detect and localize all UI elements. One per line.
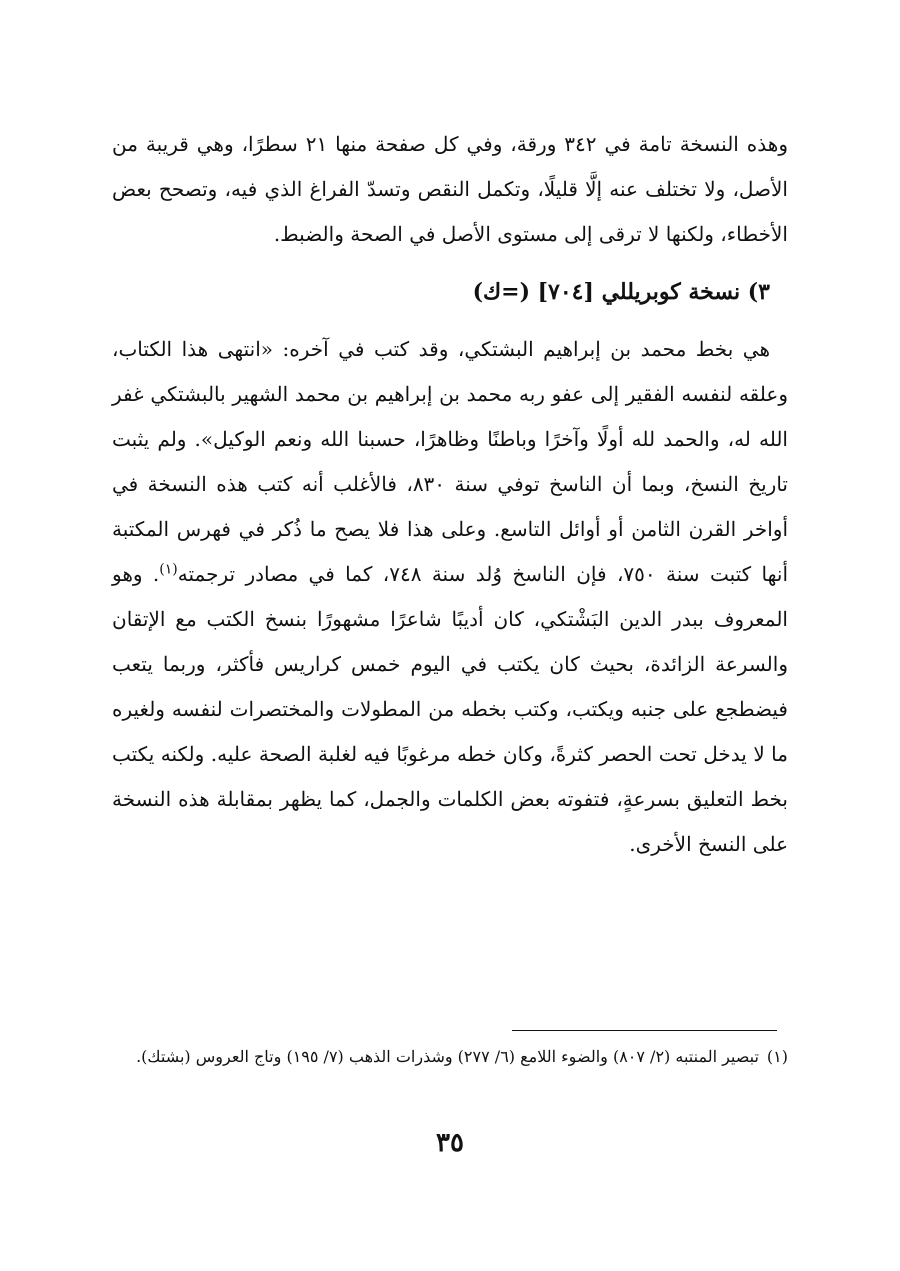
paragraph-1: وهذه النسخة تامة في ٣٤٢ ورقة، وفي كل صفحة منها ٢١ سطرًا، وهي قريبة من الأصل، ولا تختلف عنه إلَّا قليلًا، وتكمل النقص وتسدّ الفراغ الذي فيه، وتصحح بعض الأخطاء، ولكنها لا ترقى إلى مستوى الأصل في الصحة والضبط.	[112, 132, 788, 246]
footnotes	[112, 1040, 788, 1073]
page-number: ٣٥	[436, 1128, 464, 1158]
footnote-divider	[512, 1030, 777, 1031]
footnote-reference[interactable]: (١)	[159, 561, 178, 578]
paragraph-2-text-b: . وهو المعروف ببدر الدين البَشْتكي، كان أديبًا شاعرًا مشهورًا بنسخ الكتب مع الإتقان والسرعة الزائدة، بحيث كان يكتب في اليوم خمس كراريس فأكثر، وربما يتعب فيضطجع على جنبه ويكتب، وكتب بخطه من المطولات والمختصرات لنفسه ولغيره ما لا يدخل تحت الحصر كثرةً، وكان خطه مرغوبًا فيه لغلبة الصحة عليه. ولكنه يكتب بخط التعليق بسرعةٍ، فتفوته بعض الكلمات والجمل، كما يظهر بمقابلة هذه النسخة على النسخ الأخرى.	[112, 562, 788, 856]
page-body	[112, 122, 788, 867]
section-heading: ٣) نسخة كوبريللي [٧٠٤] (=ك)	[472, 279, 770, 305]
paragraph-2-text-a: هي بخط محمد بن إبراهيم البشتكي، وقد كتب في آخره: «انتهى هذا الكتاب، وعلقه لنفسه الفقير إلى عفو ربه محمد بن إبراهيم بن محمد الشهير بالبشتكي غفر الله له، والحمد لله أولًا وآخرًا وباطنًا وظاهرًا، حسبنا الله ونعم الوكيل». ولم يثبت تاريخ النسخ، وبما أن الناسخ توفي سنة ٨٣٠، فالأغلب أنه كتب هذه النسخة في أواخر القرن الثامن أو أوائل التاسع. وعلى هذا فلا يصح ما ذُكر في فهرس المكتبة أنها كتبت سنة ٧٥٠، فإن الناسخ وُلد سنة ٧٤٨، كما في مصادر ترجمته	[112, 337, 788, 586]
footnote-number: (١)	[766, 1047, 788, 1066]
footnote-text: تبصير المنتبه (٢/ ٨٠٧) والضوء اللامع (٦/ ٢٧٧) وشذرات الذهب (٧/ ١٩٥) وتاج العروس (بشتك).	[136, 1047, 759, 1066]
paragraph-2	[112, 327, 788, 867]
footnote-item	[112, 1040, 788, 1073]
